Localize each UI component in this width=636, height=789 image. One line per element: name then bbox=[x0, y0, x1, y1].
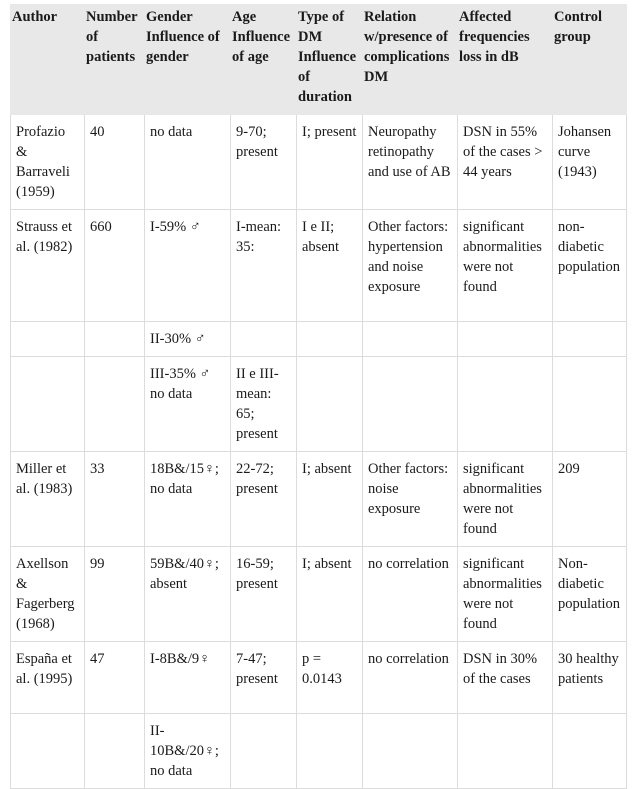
cell-patients: 33 bbox=[85, 452, 145, 547]
cell-frequencies: significant abnormalities were not found bbox=[458, 452, 553, 547]
cell-patients: 660 bbox=[85, 210, 145, 322]
table-row bbox=[11, 714, 627, 789]
cell-gender: I-59% ♂ bbox=[145, 210, 231, 322]
header-gender: Gender Influence of gender bbox=[145, 5, 231, 115]
header-author: Author bbox=[11, 5, 85, 115]
cell-frequencies bbox=[458, 357, 553, 452]
table-row bbox=[11, 115, 627, 210]
cell-age: I-mean: 35: bbox=[231, 210, 297, 322]
cell-age bbox=[231, 322, 297, 357]
cell-relation: Other factors: noise exposure bbox=[363, 452, 458, 547]
cell-frequencies: significant abnormalities were not found bbox=[458, 210, 553, 322]
cell-gender: II-10B&/20♀; no data bbox=[145, 714, 231, 789]
cell-patients: 47 bbox=[85, 642, 145, 714]
cell-control bbox=[553, 322, 627, 357]
cell-gender: III-35% ♂ no data bbox=[145, 357, 231, 452]
cell-patients: 99 bbox=[85, 547, 145, 642]
cell-author: Miller et al. (1983) bbox=[11, 452, 85, 547]
cell-control: 209 bbox=[553, 452, 627, 547]
cell-author: Axellson & Fagerberg (1968) bbox=[11, 547, 85, 642]
cell-relation bbox=[363, 357, 458, 452]
header-control: Control group bbox=[553, 5, 627, 115]
cell-patients bbox=[85, 322, 145, 357]
table-row bbox=[11, 547, 627, 642]
cell-age: 22-72; present bbox=[231, 452, 297, 547]
cell-control bbox=[553, 357, 627, 452]
table-row bbox=[11, 452, 627, 547]
cell-control: 30 healthy patients bbox=[553, 642, 627, 714]
cell-age: 9-70; present bbox=[231, 115, 297, 210]
cell-dm-type bbox=[297, 357, 363, 452]
cell-age: 16-59; present bbox=[231, 547, 297, 642]
cell-relation: Neuropathy retinopathy and use of AB bbox=[363, 115, 458, 210]
cell-dm-type: I; present bbox=[297, 115, 363, 210]
table-row bbox=[11, 322, 627, 357]
cell-dm-type: I e II; absent bbox=[297, 210, 363, 322]
cell-control: Non-diabetic population bbox=[553, 547, 627, 642]
cell-gender: I-8B&/9♀ bbox=[145, 642, 231, 714]
cell-frequencies: DSN in 55% of the cases > 44 years bbox=[458, 115, 553, 210]
cell-frequencies: significant abnormalities were not found bbox=[458, 547, 553, 642]
cell-patients: 40 bbox=[85, 115, 145, 210]
cell-control bbox=[553, 714, 627, 789]
header-age: Age Influence of age bbox=[231, 5, 297, 115]
cell-frequencies: DSN in 30% of the cases bbox=[458, 642, 553, 714]
cell-age: 7-47; present bbox=[231, 642, 297, 714]
cell-relation: no correlation bbox=[363, 642, 458, 714]
cell-author: Profazio & Barraveli (1959) bbox=[11, 115, 85, 210]
cell-dm-type: I; absent bbox=[297, 547, 363, 642]
cell-dm-type bbox=[297, 322, 363, 357]
cell-author bbox=[11, 357, 85, 452]
table-row bbox=[11, 642, 627, 714]
cell-age: II e III-mean: 65; present bbox=[231, 357, 297, 452]
header-dm-type: Type of DM Influence of duration bbox=[297, 5, 363, 115]
cell-patients bbox=[85, 714, 145, 789]
header-relation: Relation w/presence of complications DM bbox=[363, 5, 458, 115]
header-row bbox=[11, 5, 627, 115]
cell-patients bbox=[85, 357, 145, 452]
hearing-loss-studies-table bbox=[10, 4, 627, 789]
cell-author: Strauss et al. (1982) bbox=[11, 210, 85, 322]
cell-gender: 59B&/40♀; absent bbox=[145, 547, 231, 642]
cell-control: Johansen curve (1943) bbox=[553, 115, 627, 210]
table-row bbox=[11, 357, 627, 452]
cell-relation bbox=[363, 322, 458, 357]
cell-frequencies bbox=[458, 322, 553, 357]
cell-age bbox=[231, 714, 297, 789]
cell-frequencies bbox=[458, 714, 553, 789]
cell-gender: 18B&/15♀; no data bbox=[145, 452, 231, 547]
header-frequencies: Affected frequencies loss in dB bbox=[458, 5, 553, 115]
cell-gender: II-30% ♂ bbox=[145, 322, 231, 357]
cell-control: non-diabetic population bbox=[553, 210, 627, 322]
cell-dm-type: I; absent bbox=[297, 452, 363, 547]
cell-gender: no data bbox=[145, 115, 231, 210]
cell-dm-type: p = 0.0143 bbox=[297, 642, 363, 714]
cell-author bbox=[11, 714, 85, 789]
cell-author bbox=[11, 322, 85, 357]
table-row bbox=[11, 210, 627, 322]
cell-relation bbox=[363, 714, 458, 789]
cell-author: España et al. (1995) bbox=[11, 642, 85, 714]
cell-relation: Other factors: hypertension and noise exposure bbox=[363, 210, 458, 322]
cell-relation: no correlation bbox=[363, 547, 458, 642]
cell-dm-type bbox=[297, 714, 363, 789]
header-patients: Number of patients bbox=[85, 5, 145, 115]
